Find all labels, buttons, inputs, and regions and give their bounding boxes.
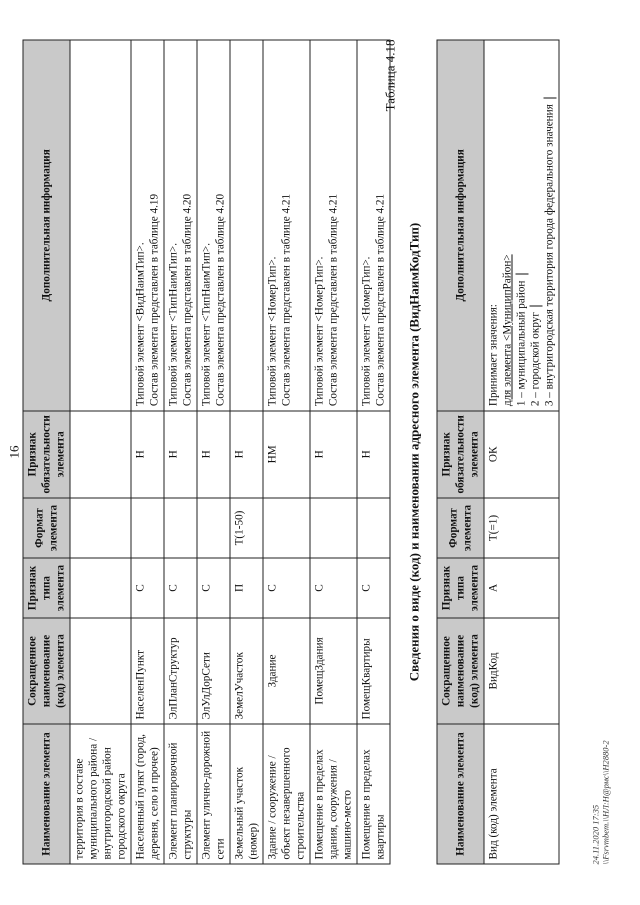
page-number: 16 — [6, 445, 22, 459]
cell-code — [70, 618, 131, 724]
cell-name: Помещение в пределах квартиры — [357, 724, 390, 864]
value-text: 1 – муниципальный район — [515, 280, 528, 407]
header-type: Признак типа элемента — [23, 558, 70, 618]
header-code: Сокращенное наименование (код) элемента — [437, 618, 484, 724]
cell-format — [131, 498, 164, 558]
table-number: Таблица 4.18 — [382, 39, 398, 112]
cell-info — [230, 40, 263, 411]
cell-info — [70, 40, 131, 411]
footer-timestamp: 24.11.2020 17:35 — [590, 804, 601, 865]
cell-type: С — [263, 558, 310, 618]
info-line: Состав элемента представлен в таблице 4.20 — [214, 193, 227, 407]
cell-type — [70, 558, 131, 618]
info-line: Состав элемента представлен в таблице 4.21 — [374, 193, 387, 407]
info-line: Типовой элемент <ВидНаимТип>. — [134, 242, 147, 407]
value-line — [529, 45, 543, 407]
cell-format — [263, 498, 310, 558]
table-row — [164, 40, 197, 864]
info-line: Состав элемента представлен в таблице 4.20 — [181, 193, 194, 407]
cell-type: С — [310, 558, 357, 618]
cell-code: НаселенПункт — [131, 618, 164, 724]
cell-code: ВидКод — [484, 618, 559, 724]
cell-type: С — [357, 558, 390, 618]
cell-name: территория в составе муниципального района / внутригородской район городского округа — [70, 724, 131, 864]
cell-format — [164, 498, 197, 558]
footer-file-path: \\Fsrvmbem.\\НЛ:Н@рмс\\Н2880-2 — [600, 740, 611, 865]
table-kind-name-code — [437, 40, 560, 865]
table-row — [70, 40, 131, 864]
cell-name: Вид (код) элемента — [484, 724, 559, 864]
header-required: Признак обязательности элемента — [23, 411, 70, 498]
cell-format — [197, 498, 230, 558]
document-footer — [591, 740, 611, 864]
cell-name: Помещение в пределах здания, сооружения / машино-место — [310, 724, 357, 864]
cell-required: НМ — [263, 411, 310, 498]
info-line: Типовой элемент <НомерТип>. — [313, 256, 326, 407]
value-text: 3 – внутригородская территория города федерального значения — [543, 104, 556, 407]
cell-type: С — [131, 558, 164, 618]
cell-name: Элемент улично-дорожной сети — [197, 724, 230, 864]
cell-required: Н — [164, 411, 197, 498]
header-required: Признак обязательности элемента — [437, 411, 484, 498]
cell-required: Н — [131, 411, 164, 498]
cell-required: ОК — [484, 411, 559, 498]
value-text: 2 – городской округ — [529, 312, 542, 407]
cell-code: ЭлПланСтруктур — [164, 618, 197, 724]
cell-format: T(1-50) — [230, 498, 263, 558]
cell-required: Н — [357, 411, 390, 498]
separator-bar — [515, 274, 528, 275]
info-line: Типовой элемент <ТипНаимТип>. — [200, 242, 213, 407]
table-row — [131, 40, 164, 864]
info-line: Состав элемента представлен в таблице 4.21 — [327, 193, 340, 407]
cell-required — [70, 411, 131, 498]
info-intro: Принимает значения: — [487, 304, 500, 407]
cell-info — [131, 40, 164, 411]
separator-bar — [543, 97, 556, 98]
header-code: Сокращенное наименование (код) элемента — [23, 618, 70, 724]
cell-name: Земельный участок (номер) — [230, 724, 263, 864]
cell-required: Н — [197, 411, 230, 498]
table-row — [230, 40, 263, 864]
table-header-row — [23, 40, 70, 864]
separator-bar — [529, 305, 542, 306]
table-row — [263, 40, 310, 864]
table-row — [357, 40, 390, 864]
table-row — [484, 40, 559, 864]
cell-name: Населенный пункт (город, деревня, село и прочее) — [131, 724, 164, 864]
cell-info — [164, 40, 197, 411]
cell-code: ПомещЗдания — [310, 618, 357, 724]
cell-type: С — [197, 558, 230, 618]
cell-format — [70, 498, 131, 558]
table-row — [310, 40, 357, 864]
cell-info — [484, 40, 559, 411]
info-line: Типовой элемент <ТипНаимТип>. — [167, 242, 180, 407]
header-name: Наименование элемента — [437, 724, 484, 864]
table-caption: Сведения о виде (код) и наименовании адресного элемента (ВидНаимКодТип) — [406, 222, 422, 682]
cell-code: ЗемелУчасток — [230, 618, 263, 724]
cell-required: Н — [230, 411, 263, 498]
rotated-page — [1, 0, 640, 905]
header-type: Признак типа элемента — [437, 558, 484, 618]
cell-format — [310, 498, 357, 558]
info-for-element: для элемента <МуниципРайон> — [501, 254, 514, 407]
cell-code: Здание — [263, 618, 310, 724]
cell-code: ПомещКвартиры — [357, 618, 390, 724]
header-format: Формат элемента — [23, 498, 70, 558]
header-format: Формат элемента — [437, 498, 484, 558]
cell-info — [197, 40, 230, 411]
table-address-elements — [23, 40, 391, 865]
cell-info — [310, 40, 357, 411]
cell-type: С — [164, 558, 197, 618]
header-name: Наименование элемента — [23, 724, 70, 864]
cell-format: T(=1) — [484, 498, 559, 558]
info-line: Типовой элемент <НомерТип>. — [266, 256, 279, 407]
cell-type: П — [230, 558, 263, 618]
cell-format — [357, 498, 390, 558]
cell-required: Н — [310, 411, 357, 498]
info-line: Типовой элемент <НомерТип>. — [360, 256, 373, 407]
cell-name: Здание / сооружение / объект незавершенного строительства — [263, 724, 310, 864]
cell-code: ЭлУлДорСети — [197, 618, 230, 724]
header-info: Дополнительная информация — [437, 40, 484, 411]
value-line — [543, 45, 557, 407]
cell-name: Элемент планировочной структуры — [164, 724, 197, 864]
cell-type: А — [484, 558, 559, 618]
info-line: Состав элемента представлен в таблице 4.21 — [280, 193, 293, 407]
cell-info — [263, 40, 310, 411]
table-header-row — [437, 40, 484, 864]
header-info: Дополнительная информация — [23, 40, 70, 411]
table-row — [197, 40, 230, 864]
info-line: Состав элемента представлен в таблице 4.19 — [148, 193, 161, 407]
value-line — [515, 45, 529, 407]
